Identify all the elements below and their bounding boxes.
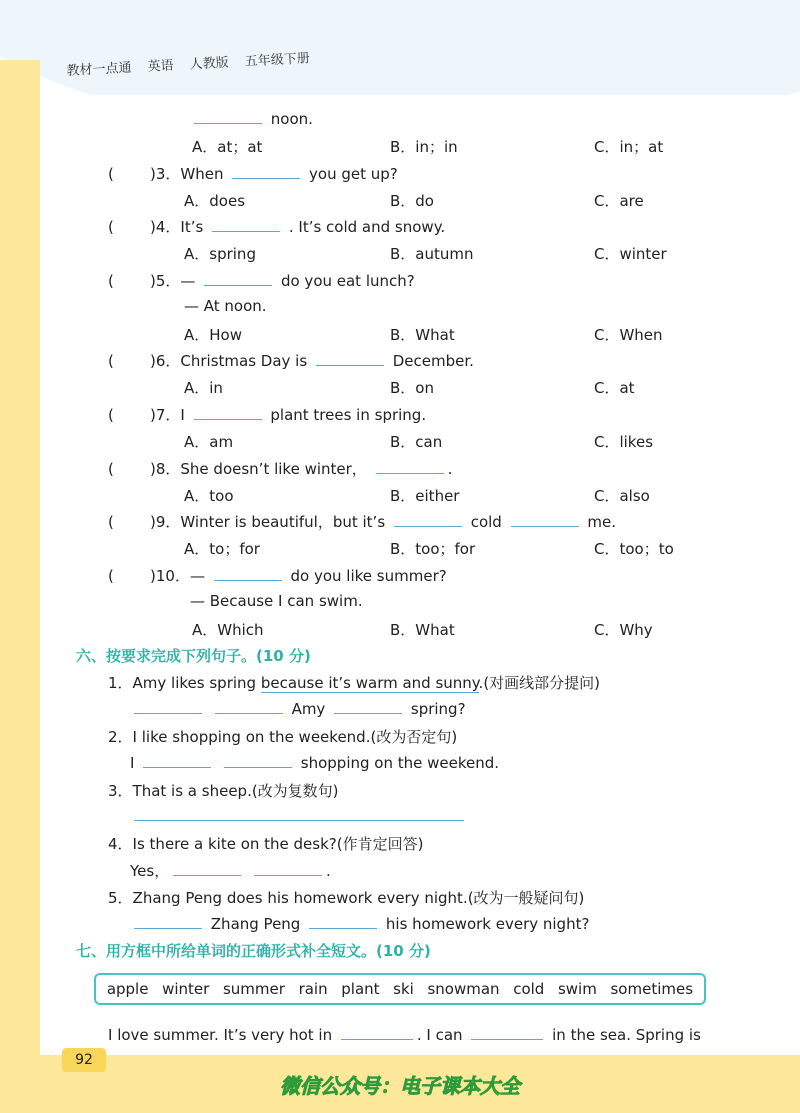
s6-5-ans-mid: Zhang Peng xyxy=(210,915,301,933)
q10-stem: )10．— xyxy=(150,567,205,585)
watermark: 微信公众号：电子课本大全 xyxy=(280,1074,520,1098)
q8-line xyxy=(108,458,452,479)
q5-stem: )5．— xyxy=(150,272,196,290)
answer-blank[interactable] xyxy=(134,806,464,821)
section-7-title: 七、用方框中所给单词的正确形式补全短文。(10 分) xyxy=(76,942,431,960)
q3-line xyxy=(108,163,398,184)
s6-1-ans-mid: Amy xyxy=(291,700,326,718)
q2-option-a[interactable]: A．at；at xyxy=(192,138,263,156)
s6-4-ans-end: . xyxy=(326,862,331,880)
s6-1-answer xyxy=(130,699,466,718)
answer-blank[interactable] xyxy=(341,1025,413,1040)
word-bank-item: summer xyxy=(222,980,285,998)
q3-option-a[interactable]: A．does xyxy=(184,192,246,210)
q2-line xyxy=(190,109,313,128)
q5-reply: — At noon. xyxy=(184,297,267,315)
s6-item-5: 5．Zhang Peng does his homework every night.(改为一般疑问句) xyxy=(108,889,585,907)
q5-option-a[interactable]: A．How xyxy=(184,326,242,344)
answer-blank[interactable] xyxy=(212,217,280,232)
answer-paren[interactable]: ( xyxy=(108,165,114,183)
s6-4-ans-pre: Yes， xyxy=(130,862,170,880)
q6-option-a[interactable]: A．in xyxy=(184,379,223,397)
s6-item-3: 3．That is a sheep.(改为复数句) xyxy=(108,782,339,800)
q6-stem: )6．Christmas Day is xyxy=(150,352,308,370)
word-bank-item: sometimes xyxy=(610,980,694,998)
word-bank-item: winter xyxy=(162,980,210,998)
answer-blank[interactable] xyxy=(376,459,444,474)
s6-1-pre: 1．Amy likes spring xyxy=(108,674,261,692)
s6-item-1 xyxy=(108,672,600,693)
s6-5-answer xyxy=(130,914,589,933)
q4-rest: . It’s cold and snowy. xyxy=(288,218,446,236)
answer-blank[interactable] xyxy=(511,512,579,527)
answer-blank[interactable] xyxy=(309,914,377,929)
s6-2-ans-end: shopping on the weekend. xyxy=(300,754,500,772)
s6-item-2: 2．I like shopping on the weekend.(改为否定句) xyxy=(108,728,458,746)
q10-option-a[interactable]: A．Which xyxy=(192,621,264,639)
q9-option-b[interactable]: B．too；for xyxy=(390,540,476,558)
q5-rest: do you eat lunch? xyxy=(280,272,415,290)
section-6-title: 六、按要求完成下列句子。(10 分) xyxy=(76,647,311,665)
s6-5-ans-end: his homework every night? xyxy=(385,915,590,933)
answer-blank[interactable] xyxy=(143,753,211,768)
s6-2-answer xyxy=(130,753,499,772)
q10-reply: — Because I can swim. xyxy=(190,592,363,610)
s6-4-answer xyxy=(130,860,331,881)
q6-line xyxy=(108,350,474,371)
answer-paren[interactable]: ( xyxy=(108,460,114,478)
answer-blank[interactable] xyxy=(334,699,402,714)
q10-rest: do you like summer? xyxy=(290,567,447,585)
s7-p2: . I can xyxy=(416,1026,463,1044)
page-number: 92 xyxy=(62,1048,106,1072)
q5-option-c[interactable]: C．When xyxy=(594,326,663,344)
q8-rest: . xyxy=(447,460,453,478)
q7-option-c[interactable]: C．likes xyxy=(594,433,654,451)
word-bank-item: apple xyxy=(106,980,149,998)
answer-paren[interactable]: ( xyxy=(108,513,114,531)
q10-option-c[interactable]: C．Why xyxy=(594,621,653,639)
word-bank-item: rain xyxy=(298,980,328,998)
q2-option-b[interactable]: B．in；in xyxy=(390,138,458,156)
word-bank-item: snowman xyxy=(427,980,500,998)
q4-option-b[interactable]: B．autumn xyxy=(390,245,474,263)
s7-p3: in the sea. Spring is xyxy=(552,1026,701,1044)
book-title: 教材一点通 xyxy=(66,60,132,79)
q4-option-c[interactable]: C．winter xyxy=(594,245,667,263)
s7-passage xyxy=(108,1025,701,1044)
answer-blank[interactable] xyxy=(254,861,322,876)
q3-option-b[interactable]: B．do xyxy=(390,192,434,210)
answer-blank[interactable] xyxy=(215,699,283,714)
q2-text: noon. xyxy=(270,110,313,128)
q3-rest: you get up? xyxy=(309,165,398,183)
answer-blank[interactable] xyxy=(232,164,300,179)
word-bank-item: swim xyxy=(557,980,597,998)
q9-mid: cold xyxy=(470,513,502,531)
q9-rest: me. xyxy=(587,513,616,531)
answer-blank[interactable] xyxy=(194,109,262,124)
q7-option-b[interactable]: B．can xyxy=(390,433,443,451)
subject: 英语 xyxy=(147,58,175,75)
q9-line xyxy=(108,511,616,532)
q8-option-c[interactable]: C．also xyxy=(594,487,650,505)
answer-paren[interactable]: ( xyxy=(108,218,114,236)
q6-option-b[interactable]: B．on xyxy=(390,379,434,397)
answer-paren[interactable]: ( xyxy=(108,352,114,370)
answer-paren[interactable]: ( xyxy=(108,406,114,424)
s6-item-4: 4．Is there a kite on the desk?(作肯定回答) xyxy=(108,835,424,853)
answer-paren[interactable]: ( xyxy=(108,272,114,290)
answer-blank[interactable] xyxy=(173,861,241,876)
q9-option-a[interactable]: A．to；for xyxy=(184,540,260,558)
q2-option-c[interactable]: C．in；at xyxy=(594,138,664,156)
s6-3-answer xyxy=(130,806,468,825)
word-bank-item: cold xyxy=(513,980,545,998)
answer-blank[interactable] xyxy=(134,914,202,929)
q7-stem: )7．I xyxy=(150,406,185,424)
answer-blank[interactable] xyxy=(214,566,282,581)
s6-1-ans-end: spring? xyxy=(410,700,466,718)
q10-option-b[interactable]: B．What xyxy=(390,621,455,639)
q5-line xyxy=(108,270,415,291)
answer-blank[interactable] xyxy=(194,405,262,420)
answer-blank[interactable] xyxy=(204,271,272,286)
answer-blank[interactable] xyxy=(134,699,202,714)
answer-blank[interactable] xyxy=(224,753,292,768)
s6-1-post: .(对画线部分提问) xyxy=(478,674,601,692)
q5-option-b[interactable]: B．What xyxy=(390,326,455,344)
q8-option-b[interactable]: B．either xyxy=(390,487,460,505)
q9-option-c[interactable]: C．too；to xyxy=(594,540,674,558)
s7-p1: I love summer. It’s very hot in xyxy=(108,1026,333,1044)
answer-blank[interactable] xyxy=(316,351,384,366)
q6-option-c[interactable]: C．at xyxy=(594,379,635,397)
q8-stem: )8．She doesn’t like winter， xyxy=(150,460,367,478)
q6-rest: December. xyxy=(392,352,474,370)
q8-option-a[interactable]: A．too xyxy=(184,487,234,505)
q3-stem: )3．When xyxy=(150,165,224,183)
edition: 人教版 xyxy=(189,55,230,73)
q7-line xyxy=(108,404,426,425)
answer-paren[interactable]: ( xyxy=(108,567,114,585)
q4-stem: )4．It’s xyxy=(150,218,204,236)
q4-option-a[interactable]: A．spring xyxy=(184,245,256,263)
q4-line xyxy=(108,216,445,237)
q7-option-a[interactable]: A．am xyxy=(184,433,234,451)
grade: 五年级下册 xyxy=(244,51,311,70)
left-band xyxy=(0,60,40,1113)
s6-2-ans-pre: I xyxy=(130,754,135,772)
word-bank-item: plant xyxy=(341,980,380,998)
q9-stem: )9．Winter is beautiful，but it’s xyxy=(150,513,386,531)
q3-option-c[interactable]: C．are xyxy=(594,192,644,210)
word-box xyxy=(94,973,706,1005)
answer-blank[interactable] xyxy=(394,512,462,527)
word-bank-item: ski xyxy=(393,980,414,998)
q10-line xyxy=(108,565,447,586)
answer-blank[interactable] xyxy=(471,1025,543,1040)
q7-rest: plant trees in spring. xyxy=(270,406,427,424)
s6-1-underlined: because it’s warm and sunny xyxy=(260,674,479,692)
